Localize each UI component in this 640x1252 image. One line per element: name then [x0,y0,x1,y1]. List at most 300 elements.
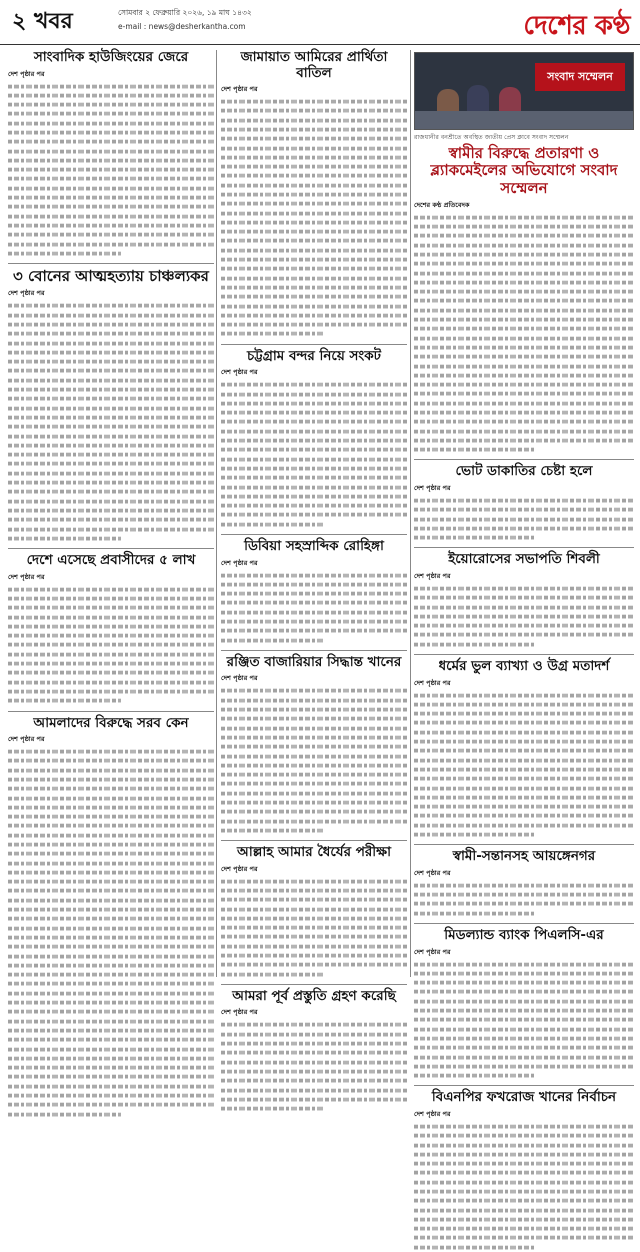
press-conference-photo [414,52,634,130]
text-line [221,1088,407,1092]
text-line [414,517,634,521]
text-line [414,712,634,716]
text-line [414,308,634,312]
text-line [414,596,634,600]
text-line [414,893,634,897]
text-line [414,1134,634,1138]
text-line [221,629,407,633]
text-line [221,304,407,308]
column-left [8,50,214,977]
text-line [8,471,214,475]
text-line [221,583,407,587]
headline: জামায়াত আমিরের প্রার্থিতা বাতিল [240,49,388,81]
text-line [8,140,214,144]
text-line [414,373,634,377]
text-line [414,911,535,915]
text-line [8,954,214,958]
text-line [221,276,407,280]
text-line [8,168,214,172]
email-line: e-mail : news@desherkantha.com [118,22,246,31]
page-label: ২ খবর [12,8,73,34]
text-line [221,156,407,160]
text-line [8,406,214,410]
text-line [221,522,323,526]
text-line [8,537,121,541]
text-line [414,884,634,888]
text-line [8,973,214,977]
text-line [8,690,214,694]
text-line [221,879,407,883]
text-line [414,605,634,609]
divider [414,1085,634,1086]
text-line [221,726,407,730]
text-line [414,749,634,753]
article-body [221,877,407,979]
text-line [221,763,407,767]
headline: ৩ বোনের আত্মহত্যায় চাঞ্চল্যকর [13,267,209,286]
text-line [414,981,634,985]
text-line [8,196,214,200]
text-line [221,314,407,318]
text-line [221,420,407,424]
text-line [414,587,634,591]
text-line [414,439,634,443]
article-body [414,213,634,455]
text-line [8,1047,214,1051]
text-line [8,103,214,107]
text-line [221,383,407,387]
article-body [221,380,407,529]
headline: ধর্মের ভুল ব্যাখ্যা ও উগ্র মতাদর্শ [438,658,610,675]
text-line [414,972,634,976]
text-line [414,1037,634,1041]
text-line [221,128,407,132]
text-line [221,717,407,721]
text-line [8,425,214,429]
text-line [221,1032,407,1036]
date-line: সোমবার ২ ফেব্রুয়ারি ২০২৬, ১৯ মাঘ ১৪৩২ [118,8,252,17]
text-line [221,448,407,452]
text-line [8,233,214,237]
text-line [8,768,214,772]
text-line [221,1079,407,1083]
divider [8,263,214,264]
text-line [414,999,634,1003]
text-line [221,782,407,786]
headline: চট্টগ্রাম বন্দর নিয়ে সংকট [246,347,382,364]
text-line [8,643,214,647]
headline: সাংবাদিক হাউজিংয়ের জেরে [33,49,189,65]
article-body [414,496,634,542]
newspaper-logo: দেশের কণ্ঠ [523,11,630,41]
text-line [8,378,214,382]
text-line [414,721,634,725]
text-line [221,708,407,712]
text-line [414,1153,634,1157]
text-line [8,662,214,666]
text-line [414,318,634,322]
text-line [221,592,407,596]
text-line [221,146,407,150]
text-line [8,462,214,466]
text-line [221,137,407,141]
text-line [414,1245,535,1249]
text-line [221,211,407,215]
text-line [8,625,214,629]
divider [221,534,407,535]
article-body [8,585,214,706]
text-line [8,1094,214,1098]
text-line [8,518,214,522]
text-line [414,336,634,340]
article-body [414,1122,634,1252]
byline: দেশ পৃষ্ঠার পর [414,947,451,956]
text-line [8,360,214,364]
text-line [221,1070,407,1074]
text-line [414,1074,535,1078]
text-line [8,159,214,163]
text-line [221,773,407,777]
text-line [221,118,407,122]
text-line [221,810,407,814]
text-line [414,796,634,800]
text-line [8,634,214,638]
text-line [221,935,407,939]
text-line [8,908,214,912]
text-line [414,777,634,781]
byline: দেশ পৃষ্ঠার পর [8,69,45,78]
text-line [8,242,214,246]
text-line [414,1143,634,1147]
text-line [414,1055,634,1059]
text-line [221,495,407,499]
text-line [414,1046,634,1050]
text-line [8,499,214,503]
divider [8,548,214,549]
text-line [8,815,214,819]
text-line [221,402,407,406]
headline: ডিবিয়া সহস্রাব্দিক রোহিঙ্গা [244,538,384,555]
text-line [221,944,407,948]
text-line [8,1084,214,1088]
article-body [414,881,634,918]
text-line [221,754,407,758]
text-line [8,606,214,610]
byline: দেশের কণ্ঠ প্রতিবেদক [414,200,470,209]
text-line [414,1162,634,1166]
text-line [8,112,214,116]
text-line [414,411,634,415]
headline: রঞ্জিত বাজারিয়ার সিদ্ধান্ত খানের [226,653,402,670]
text-line [8,94,214,98]
text-line [414,1236,634,1240]
text-line [414,392,634,396]
column-middle [221,49,407,1017]
text-line [8,759,214,763]
byline: দেশ পৃষ্ঠার পর [221,558,258,567]
text-line [221,1107,323,1111]
text-line [8,1112,121,1116]
text-line [8,843,214,847]
text-line [221,286,407,290]
text-line [414,1199,634,1203]
text-line [414,768,634,772]
byline: দেশ পৃষ্ঠার পর [414,868,451,877]
text-line [414,536,535,540]
headline: দেশে এসেছে প্রবাসীদের ৫ লাখ [26,552,196,569]
headline: স্বামী-সন্তানসহ আয়ঙ্গেনগর [452,848,596,865]
text-line [8,332,214,336]
text-line [221,439,407,443]
text-line [221,963,407,967]
text-line [221,917,407,921]
text-line [8,699,121,703]
text-line [414,833,535,837]
text-line [221,573,407,577]
text-line [414,1065,634,1069]
text-line [414,693,634,697]
text-line [221,620,407,624]
text-line [414,786,634,790]
headline: ইয়োরোসের সভাপতি শিবলী [448,551,600,568]
byline: দেশ পৃষ্ঠার পর [414,571,451,580]
text-line [8,871,214,875]
text-line [8,1038,214,1042]
text-line [8,121,214,125]
text-line [221,429,407,433]
headline: স্বামীর বিরুদ্ধে প্রতারণা ও ব্ল্যাকমেইলের অভিযোগে সংবাদ সম্মেলন [430,144,618,197]
text-line [221,467,407,471]
text-line [8,214,214,218]
divider [221,840,407,841]
text-line [221,745,407,749]
article-body [414,691,634,840]
byline: দেশ পৃষ্ঠার পর [221,674,258,683]
text-line [221,610,407,614]
text-line [414,730,634,734]
text-line [8,778,214,782]
divider [414,459,634,460]
headline: আমরা পূর্ব প্রস্তুতি গ্রহণ করেছি [232,987,396,1004]
text-line [414,499,634,503]
text-line [414,448,535,452]
text-line [221,165,407,169]
byline: দেশ পৃষ্ঠার পর [221,864,258,873]
text-line [8,861,214,865]
text-line [414,383,634,387]
text-line [8,527,214,531]
text-line [8,341,214,345]
text-line [8,177,214,181]
article-body [221,1020,407,1113]
text-line [8,796,214,800]
divider [8,711,214,712]
text-line [221,202,407,206]
text-line [414,429,634,433]
text-line [8,252,121,256]
article-body [8,747,214,1119]
text-line [414,1180,634,1184]
text-line [8,889,214,893]
article-body [8,82,214,259]
text-line [8,805,214,809]
text-line [414,615,634,619]
divider [414,547,634,548]
headline: বিএনপির ফখরোজ খানের নির্বাচন [431,1089,617,1106]
byline: দেশ পৃষ্ঠার পর [414,1109,451,1118]
text-line [221,183,407,187]
text-line [8,597,214,601]
photo-caption: রাজধানীর বনশ্রীতে অবস্থিত জাতীয় প্রেস ক্লাবে সংবাদ সম্মেলন [414,134,569,141]
article-body [414,960,634,1081]
column-divider [410,50,411,977]
byline: দেশ পৃষ্ঠার পর [8,289,45,298]
text-line [8,416,214,420]
text-line [414,1009,634,1013]
text-line [221,1060,407,1064]
text-line [8,680,214,684]
text-line [8,750,214,754]
photo-banner: সংবাদ সম্মেলন [535,63,625,91]
text-line [8,991,214,995]
article-body [221,97,407,339]
divider [414,923,634,924]
text-line [8,917,214,921]
text-line [8,824,214,828]
text-line [221,392,407,396]
text-line [221,258,407,262]
text-line [414,990,634,994]
text-line [414,1125,634,1129]
text-line [8,587,214,591]
text-line [414,243,634,247]
text-line [8,224,214,228]
text-line [414,225,634,229]
text-line [221,638,323,642]
text-line [8,936,214,940]
text-line [414,401,634,405]
divider [221,344,407,345]
text-line [8,186,214,190]
divider [414,654,634,655]
text-line [8,397,214,401]
text-line [414,1208,634,1212]
text-line [221,791,407,795]
text-line [8,434,214,438]
text-line [8,833,214,837]
text-line [8,652,214,656]
divider [221,650,407,651]
text-line [414,1018,634,1022]
text-line [8,671,214,675]
divider [221,984,407,985]
text-line [221,332,323,336]
text-line [8,444,214,448]
text-line [8,880,214,884]
byline: দেশ পৃষ্ঠার পর [8,735,45,744]
text-line [221,248,407,252]
article-body [221,571,407,645]
text-line [8,945,214,949]
text-line [8,490,214,494]
text-line [414,508,634,512]
text-line [8,313,214,317]
text-line [221,1042,407,1046]
text-line [414,215,634,219]
text-line [221,601,407,605]
text-line [221,295,407,299]
text-line [221,267,407,271]
text-line [414,740,634,744]
text-line [8,84,214,88]
article-body [8,301,214,543]
column-divider [216,50,217,977]
text-line [414,805,634,809]
text-line [414,253,634,257]
text-line [8,852,214,856]
text-line [8,1075,214,1079]
text-line [221,109,407,113]
text-line [414,327,634,331]
divider [414,844,634,845]
text-line [414,234,634,238]
text-line [414,814,634,818]
text-line [8,982,214,986]
byline: দেশ পৃষ্ঠার পর [221,1008,258,1017]
text-line [414,642,535,646]
text-line [221,819,407,823]
text-line [414,624,634,628]
byline: দেশ পৃষ্ঠার পর [8,572,45,581]
text-line [414,823,634,827]
conference-table [415,111,633,129]
text-line [8,481,214,485]
text-line [221,485,407,489]
text-line [414,633,634,637]
text-line [8,131,214,135]
text-line [414,290,634,294]
text-line [221,230,407,234]
text-line [221,926,407,930]
text-line [221,476,407,480]
headline: ভোট ডাকাতির চেষ্টা হলে [455,463,593,480]
text-line [221,898,407,902]
text-line [8,1057,214,1061]
text-line [414,758,634,762]
text-line [221,954,407,958]
text-line [221,736,407,740]
text-line [221,239,407,243]
text-line [8,149,214,153]
text-line [8,615,214,619]
text-line [8,1103,214,1107]
article-body [414,584,634,649]
byline: দেশ পৃষ্ঠার পর [414,483,451,492]
text-line [8,1066,214,1070]
text-line [8,1010,214,1014]
text-line [414,299,634,303]
text-line [8,964,214,968]
text-line [414,364,634,368]
text-line [414,902,634,906]
headline: আমলাদের বিরুদ্ধে সরব কেন [33,714,189,731]
article-body [221,686,407,835]
text-line [221,801,407,805]
headline: আল্লাহ আমার ধৈর্যের পরীক্ষা [237,844,391,861]
text-line [221,972,323,976]
text-line [221,1098,407,1102]
text-line [221,323,407,327]
